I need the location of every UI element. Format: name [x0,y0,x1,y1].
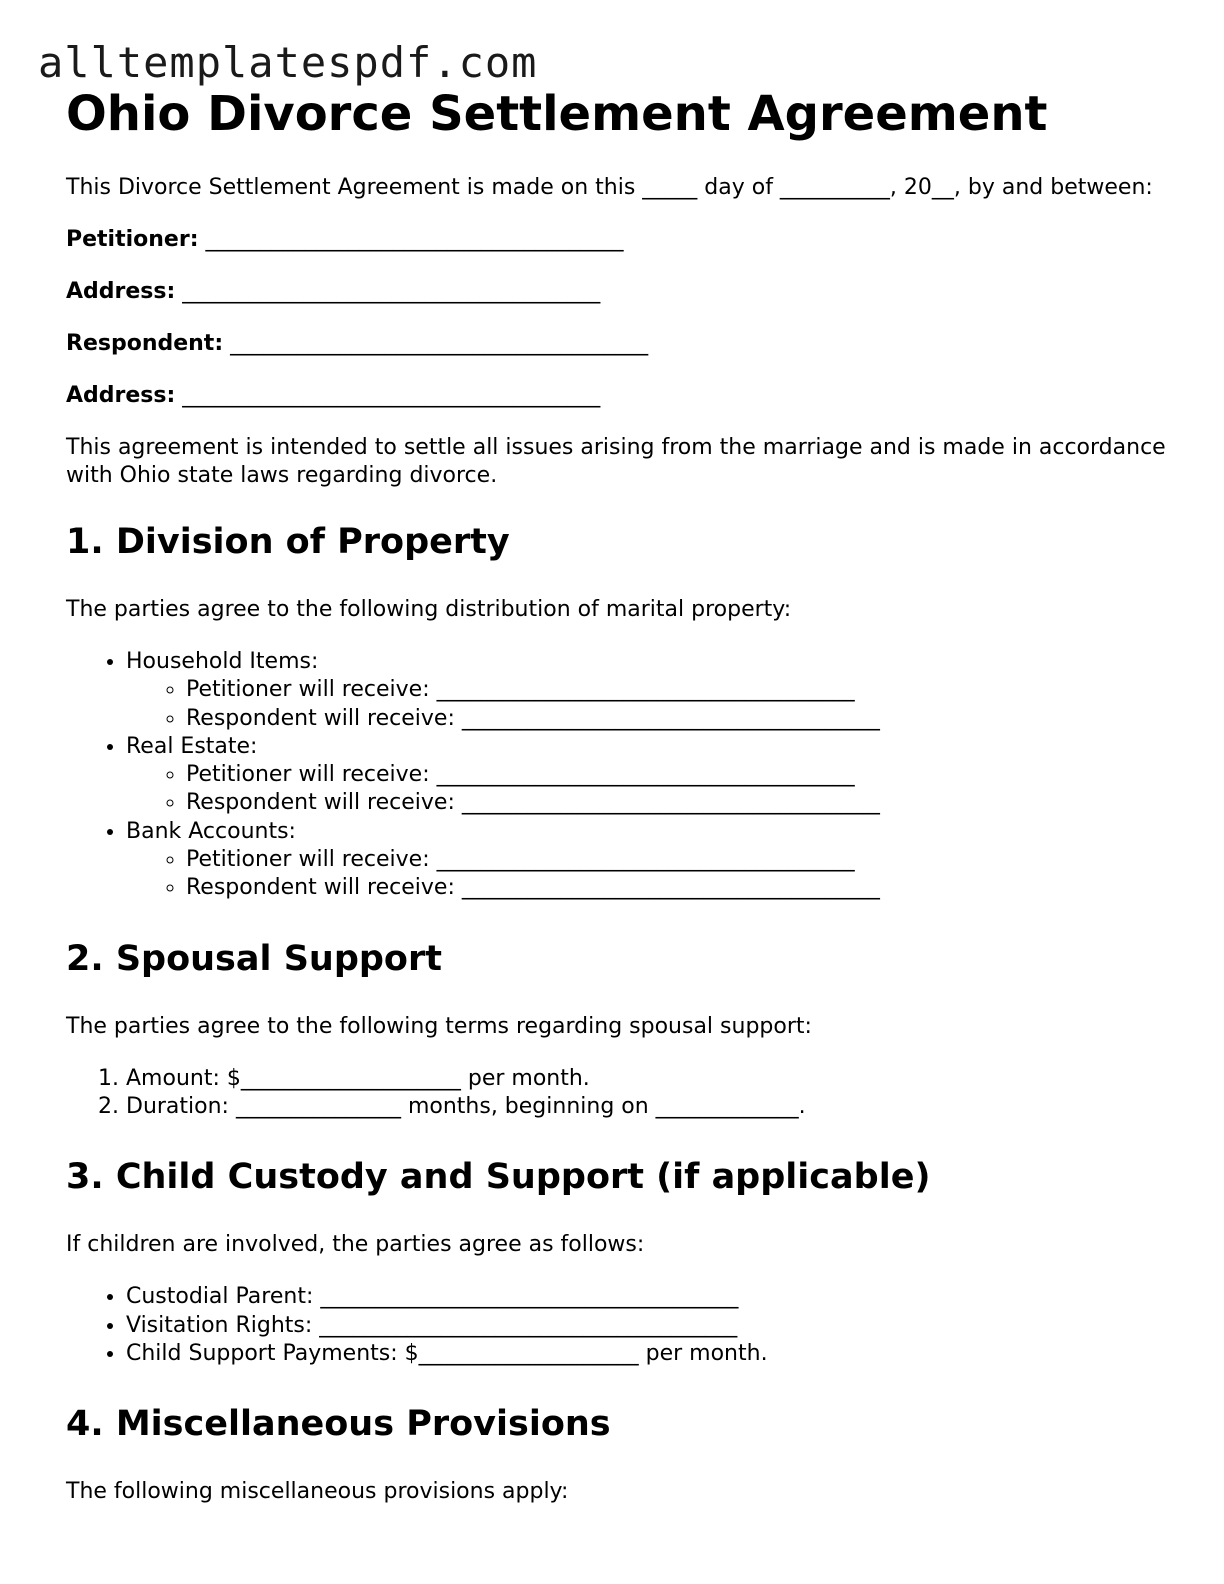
purpose-paragraph: This agreement is intended to settle all issues arising from the marriage and is made in accordance with Ohio state laws regarding divorce. [66,435,1166,488]
list-item [126,818,1166,903]
petitioner-field [66,226,1166,254]
sub-list [126,676,1166,733]
spousal-support-list [66,1065,1166,1122]
respondent-address-blank: ______________________________________ [175,383,601,408]
respondent-field [66,330,1166,358]
petitioner-address-field [66,278,1166,306]
section-heading-miscellaneous: 4. Miscellaneous Provisions [66,1404,611,1445]
property-list [66,648,1166,903]
list-item: 2. Duration: _______________ months, beginning on _____________. [126,1093,1166,1121]
list-item [126,648,1166,733]
section-heading-spousal-support: 2. Spousal Support [66,938,442,979]
list-item: 1. Amount: $____________________ per month. [126,1065,1166,1093]
section-lead-spousal-support: The parties agree to the following terms regarding spousal support: [66,1013,812,1039]
petitioner-address-label: Address: [66,279,176,304]
list-item: • Custodial Parent: ______________________________________ [126,1283,1166,1311]
sub-list [126,761,1166,818]
list-item: ◦ Petitioner will receive: ______________________________________ [186,846,1166,874]
section-heading-child-custody: 3. Child Custody and Support (if applicable) [66,1157,931,1198]
property-group-bank-accounts: Bank Accounts: [126,818,296,844]
section-lead-child-custody: If children are involved, the parties agree as follows: [66,1232,645,1258]
child-custody-list [66,1283,1166,1368]
sub-list [126,846,1166,903]
list-item: ◦ Petitioner will receive: ______________________________________ [186,761,1166,789]
section-heading-property: 1. Division of Property [66,522,510,562]
document-title: Ohio Divorce Settlement Agreement [66,86,1048,142]
watermark-text: alltemplatespdf.com [38,38,538,87]
respondent-address-label: Address: [66,383,176,408]
respondent-address-field [66,382,1166,410]
list-item: ◦ Respondent will receive: ______________________________________ [186,705,1166,733]
list-item [126,733,1166,818]
respondent-blank: ______________________________________ [223,331,649,356]
list-item: • Visitation Rights: ______________________________________ [126,1312,1166,1340]
section-lead-miscellaneous: The following miscellaneous provisions apply: [66,1479,569,1505]
petitioner-blank: ______________________________________ [198,227,624,252]
list-item: ◦ Respondent will receive: ______________________________________ [186,789,1166,817]
intro-paragraph: This Divorce Settlement Agreement is made on this _____ day of __________, 20__, by and between: [66,175,1153,200]
petitioner-label: Petitioner: [66,227,199,252]
petitioner-address-blank: ______________________________________ [175,279,601,304]
property-group-household: Household Items: [126,649,319,674]
respondent-label: Respondent: [66,331,224,356]
list-item: ◦ Petitioner will receive: ______________________________________ [186,676,1166,704]
list-item: ◦ Respondent will receive: ______________________________________ [186,874,1166,902]
section-lead-property: The parties agree to the following distribution of marital property: [66,597,792,622]
document-page [66,86,1166,1506]
property-group-real-estate: Real Estate: [126,733,258,759]
list-item: • Child Support Payments: $____________________ per month. [126,1340,1166,1368]
